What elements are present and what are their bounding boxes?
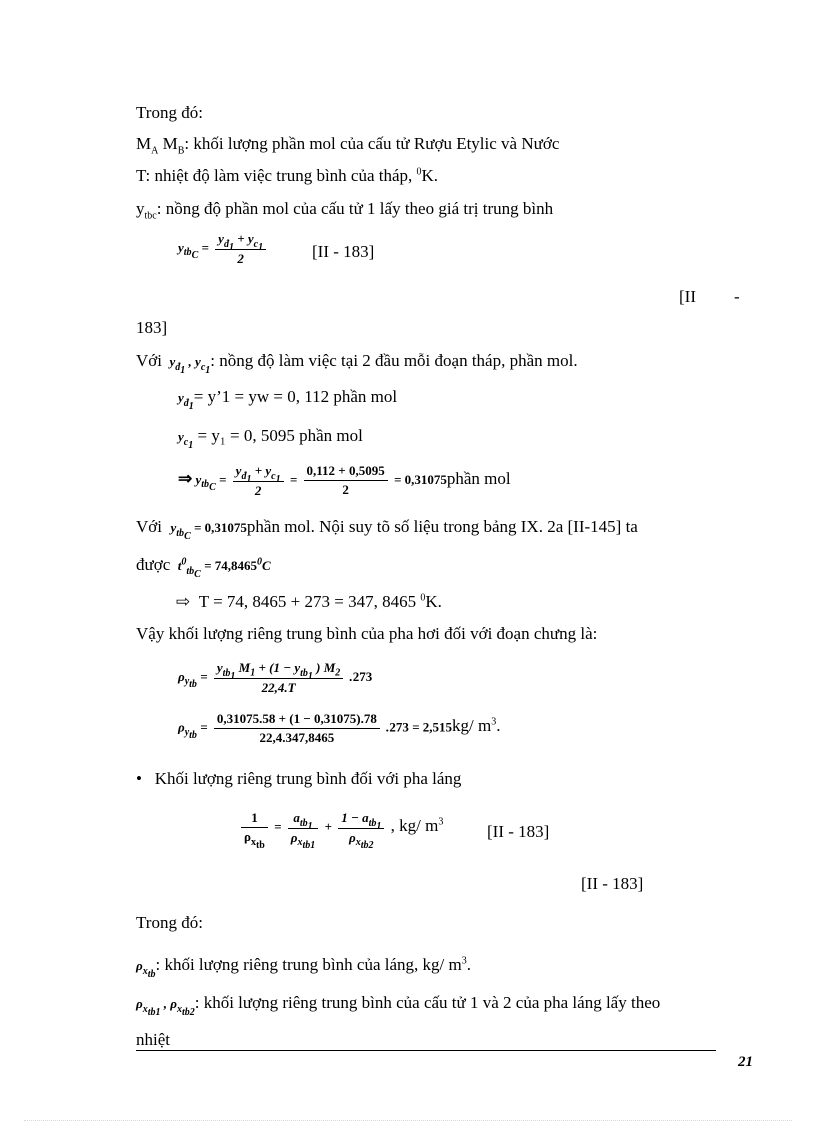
temperature-line: được $t^0_{tb_C} = 74,8465^0C$ [136,555,271,580]
definition-rho-x12: $\rho_{x_{tb1}}$ , $\rho_{x_{tb2}}$: khối lượng riêng trung bình của cấu tử 1 và 2 của pha láng lấy theo [136,993,661,1018]
formula-rho-y-numeric: $\rho_{y_{tb}}$ = $\frac{0,31075.58 + (1 - 0,31075).78}{22,4.347,8465}$ .273 = 2,515kg/ $m^3$. [178,711,501,745]
reference-d: [II - 183] [581,874,644,893]
interpolation-line: Với $y_{tb_C}$ = 0,31075phần mol. Nội suy tõ số liệu trong bảng IX. 2a [II-145] ta [136,517,638,542]
heading-trong-do-2: Trong đó: [136,913,203,932]
reference-c: [II - 183] [487,822,550,841]
definition-t: T: nhiệt độ làm việc trung bình của tháp, $^0$K. [136,166,439,185]
continuation-nhiet: nhiệt [136,1030,170,1049]
footer-rule [136,1050,716,1051]
formula-ytbc-calculation: ⇒ $y_{tb_C}$ = $\frac{y_{đ_1} + y_{c_1}}{2}$ = $\frac{0,112 + 0,5095}{2}$ = 0,31075phần mol [178,463,511,498]
reference-b-left: [II [679,287,696,306]
value-yc: $y_{c_1} = y_1 = 0$, 5095 phần mol [178,426,363,451]
definition-ma-mb: $M_A$ $M_B$: khối lượng phần mol của cấu tử Rượu Etylic và Nước [136,134,560,157]
temperature-kelvin: ⇨ T = 74, 8465 + 273 = 347, 8465 $^0$K. [176,592,442,611]
formula-ytbc: $y_{tb_C}$ = $\frac{y_{đ_1} + y_{c_1}}{2}$ [178,231,269,267]
heading-trong-do: Trong đó: [136,103,203,122]
definition-ytbc: $y_{tbc}$: nồng độ phần mol của cấu tử 1 lấy theo giá trị trung bình [136,199,554,222]
bullet-icon: • [136,769,142,788]
bullet-liquid-density: • Khối lượng riêng trung bình đối với pha láng [136,769,462,788]
vapor-density-intro: Vậy khối lượng riêng trung bình của pha hơi đối với đoạn chưng là: [136,624,598,643]
definition-rho-x: $\rho_{x_{tb}}$: khối lượng riêng trung bình của láng, kg/ $m^3$. [136,955,471,980]
formula-rho-x: $\frac{1}{\rho_{x_{tb}}}$ = $\frac{a_{tb_1}}{\rho_{x_{tb1}}}$ + $\frac{1 - a_{tb_1}}{\rho_{x_{tb2}}}$ , kg/ $m^3$ [238,810,443,846]
page-edge-dots [24,1120,792,1121]
definition-yd-yc: Với $y_{đ_1}$ , $y_{c_1}$: nồng độ làm việc tại 2 đầu mỗi đoạn tháp, phần mol. [136,351,578,376]
value-yd: $y_{đ_1}=$ y’1 = yw = 0, 112 phần mol [178,387,398,412]
reference-b-cont: 183] [136,318,168,337]
formula-rho-y: $\rho_{y_{tb}}$ = $\frac{y_{tb_1} M_1 + (1 - y_{tb_1} ) M_2}{22,4.T}$ .273 [178,660,373,695]
reference-a: [II - 183] [312,242,375,261]
reference-b-right: - [734,287,740,306]
page-number: 21 [738,1054,753,1070]
